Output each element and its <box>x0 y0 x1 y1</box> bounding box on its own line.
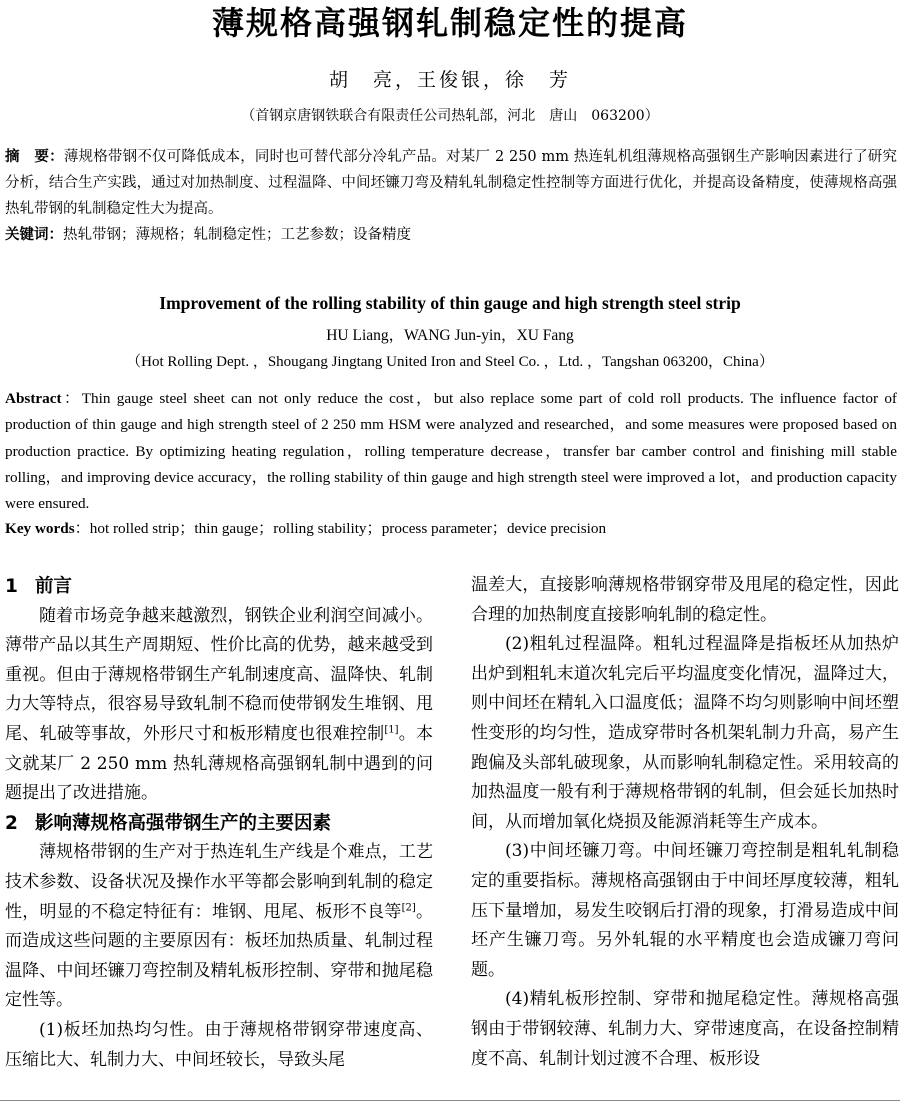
english-affiliation: （Hot Rolling Dept. ，Shougang Jingtang United Iron and Steel Co. ，Ltd. ，Tangshan 063200，China） <box>126 354 774 370</box>
paragraph-1-text-b: 。本文就某厂 2 250 mm 热轧薄规格高强钢轧制中遇到的问题提出了改进措施。 <box>5 723 434 804</box>
paragraph-3-continued: 温差大，直接影响薄规格带钢穿带及甩尾的稳定性，因此合理的加热制度直接影响轧制的稳定性。 <box>471 575 899 625</box>
affiliation: （首钢京唐钢铁联合有限责任公司热轧部，河北 唐山 063200） <box>241 108 659 124</box>
reference-1: [1] <box>384 724 399 736</box>
paragraph-1-text-a: 随着市场竞争越来越激烈，钢铁企业利润空间减小。薄带产品以其生产周期短、性价比高的优势，越来越受到重视。但由于薄规格带钢生产轧制速度高、温降快、轧制力大等特点，很容易导致轧制不稳而使带钢发生堆钢、甩尾、轧破等事故，外形尺寸和板形精度也很难控制 <box>5 605 433 744</box>
authors: 胡 亮，王俊银，徐 芳 <box>328 69 571 91</box>
section-2-number: 2 <box>5 812 18 834</box>
paragraph-2-text-b: 。而造成这些问题的主要原因有：板坯加热质量、轧制过程温降、中间坯镰刀弯控制及精轧板形控制、穿带和抛尾稳定性等。 <box>5 901 434 1011</box>
abstract-en-text: ：Thin gauge steel sheet can not only reduce the cost，but also replace some part of cold roll products. The influence factor of production of thin gauge and high strength steel of 2 250 mm HSM were analyzed and researched，and some measures were proposed based on production practice. By optimizing heating regulation，rolling temperature decrease，transfer bar camber control and finishing mill stable rolling，and improving device accuracy，the rolling stability of thin gauge and high strength steel were improved a lot，and production capacity were ensured. <box>5 390 897 513</box>
left-column <box>5 572 433 1075</box>
keywords-cn <box>5 222 897 248</box>
abstract-cn <box>5 144 897 222</box>
reference-2: [2] <box>401 901 416 913</box>
paragraph-1 <box>5 602 433 809</box>
paragraph-5: (3)中间坯镰刀弯。中间坯镰刀弯控制是粗轧轧制稳定的重要指标。薄规格高强钢由于中间坯厚度较薄，粗轧压下量增加，易发生咬钢后打滑的现象，打滑易造成中间坯产生镰刀弯。另外轧辊的水平精度也会造成镰刀弯问题。 <box>471 841 899 980</box>
keywords-cn-label: 关键词： <box>5 227 63 243</box>
page-title: 薄规格高强钢轧制稳定性的提高 <box>211 4 688 42</box>
bottom-rule <box>0 1100 900 1101</box>
section-2-heading <box>5 809 433 839</box>
abstract-en <box>5 386 897 517</box>
paragraph-3: (1)板坯加热均匀性。由于薄规格带钢穿带速度高、压缩比大、轧制力大、中间坯较长，导致头尾 <box>5 1019 433 1070</box>
section-2-title: 影响薄规格高强带钢生产的主要因素 <box>35 812 332 834</box>
english-authors: HU Liang，WANG Jun-yin，XU Fang <box>326 327 574 344</box>
abstract-cn-label: 摘 要： <box>5 149 64 165</box>
abstract-cn-text: 薄规格带钢不仅可降低成本，同时也可替代部分冷轧产品。对某厂 2 250 mm 热连轧机组薄规格高强钢生产影响因素进行了研究分析，结合生产实践，通过对加热制度、过程温降、中间坯镰刀弯及精轧轧制稳定性控制等方面进行优化，并提高设备精度，使薄规格高强热轧带钢的轧制稳定性大为提高。 <box>5 149 897 217</box>
section-1-title: 前言 <box>35 576 73 597</box>
abstract-en-label: Abstract <box>5 390 62 407</box>
section-1-heading <box>5 572 433 602</box>
right-column <box>471 571 899 1074</box>
keywords-en <box>5 516 897 542</box>
english-title: Improvement of the rolling stability of thin gauge and high strength steel strip <box>159 293 741 313</box>
paragraph-2 <box>5 838 433 1016</box>
paragraph-6: (4)精轧板形控制、穿带和抛尾稳定性。薄规格高强钢由于带钢较薄、轧制力大、穿带速度高，在设备控制精度不高、轧制计划过渡不合理、板形设 <box>471 989 899 1069</box>
keywords-en-label: Key words <box>5 520 75 537</box>
section-1-number: 1 <box>5 576 18 597</box>
paragraph-4: (2)粗轧过程温降。粗轧过程温降是指板坯从加热炉出炉到粗轧末道次轧完后平均温度变化情况，温降过大，则中间坯在精轧入口温度低；温降不均匀则影响中间坯塑性变形的均匀性，造成穿带时各机架轧制力升高，易产生跑偏及头部轧破现象，从而影响轧制稳定性。采用较高的加热温度一般有利于薄规格带钢的轧制，但会延长加热时间，从而增加氧化烧损及能源消耗等生产成本。 <box>471 634 899 832</box>
paragraph-2-text-a: 薄规格带钢的生产对于热连轧生产线是个难点，工艺技术参数、设备状况及操作水平等都会影响到轧制的稳定性，明显的不稳定特征有：堆钢、甩尾、板形不良等 <box>5 842 433 922</box>
keywords-cn-text: 热轧带钢；薄规格；轧制稳定性；工艺参数；设备精度 <box>63 227 411 243</box>
keywords-en-text: ：hot rolled strip；thin gauge；rolling stability；process parameter；device precision <box>74 520 607 537</box>
